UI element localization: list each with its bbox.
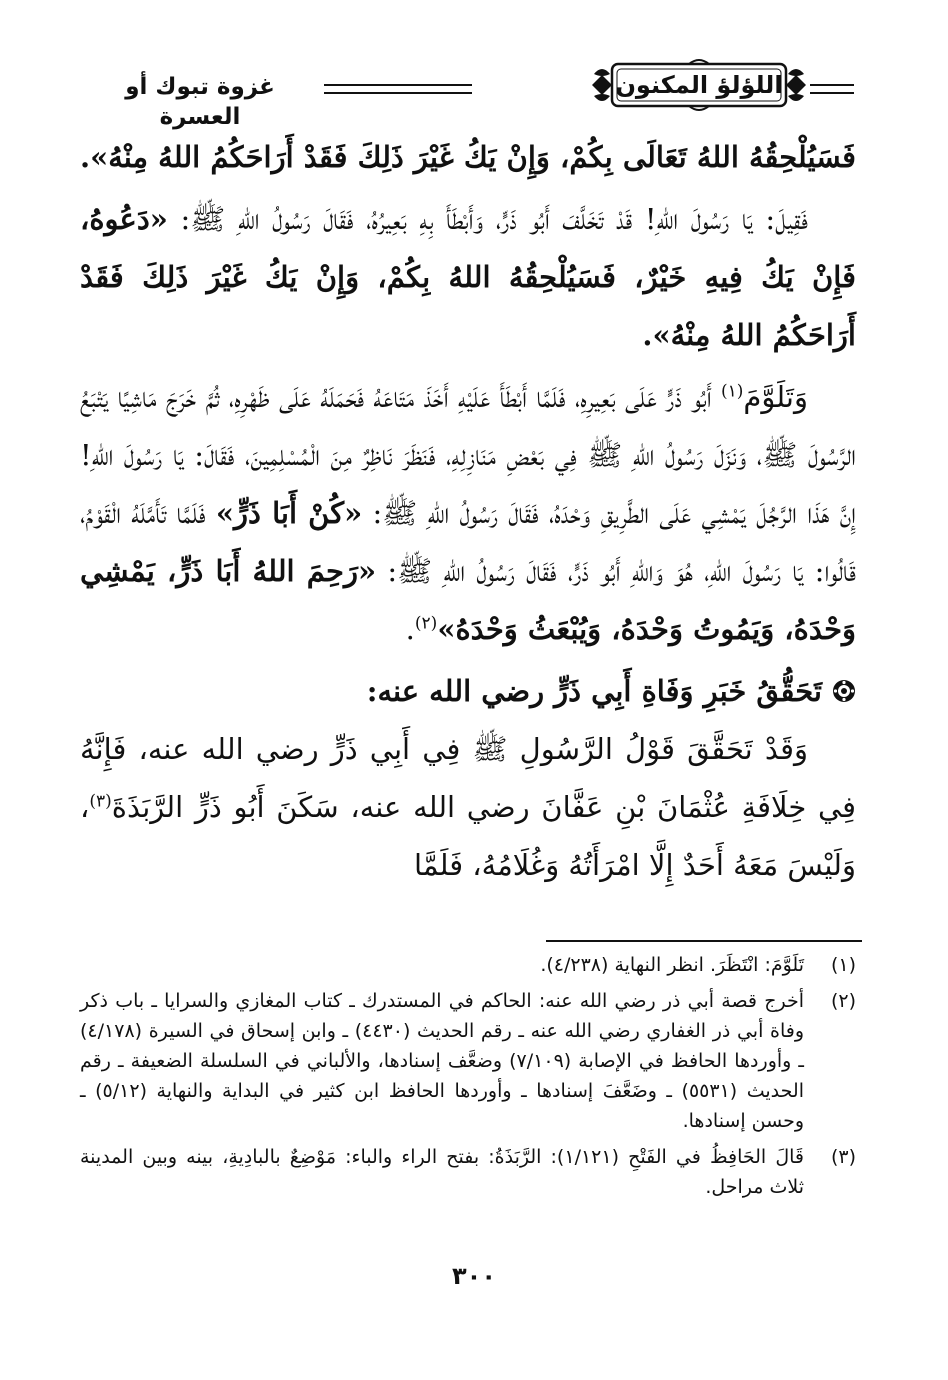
section-heading-text: تَحَقُّقُ خَبَرِ وَفَاةِ أَبِي ذَرٍّ رضي الله عنه: — [366, 674, 822, 708]
paragraph-2-intro: فَقِيلَ: يَا رَسُولَ اللهِ! قَدْ تَخَلَّفَ أَبُو ذَرٍّ، وَأَبْطَأَ بِهِ بَعِيرُهُ، فَقَالَ رَسُولُ اللهِ ﷺ: — [180, 202, 809, 236]
footnotes — [80, 950, 856, 1208]
footnote-ref-2[interactable]: (٢) — [414, 613, 438, 634]
header-rule-left — [324, 84, 472, 94]
hadith-quote-1: «دَعُوهُ، فَإِنْ يَكُ فِيهِ خَيْرٌ، فَسَيُلْحِقُهُ اللهُ بِكُمْ، وَإِنْ يَكُ غَيْرَ ذَلِكَ فَقَدْ أَرَاحَكُمُ اللهُ مِنْهُ». — [80, 202, 856, 352]
paragraph-3-start: وَتَلَوَّمَ — [743, 380, 808, 414]
book-title-cartouche — [590, 56, 808, 114]
paragraph-4-end: ، وَلَيْسَ مَعَهُ أَحَدٌ إِلَّا امْرَأَتُهُ وَغُلَامُهُ، فَلَمَّا — [80, 790, 856, 882]
running-header — [82, 52, 854, 130]
footnote-number: (١) — [830, 954, 856, 976]
paragraph-3-middle: فَلَمَّا تَأَمَّلَهُ الْقَوْمُ، قَالُوا: يَا رَسُولَ اللهِ، هُوَ وَاللهِ أَبُو ذَرٍّ، فَقَالَ رَسُولُ اللهِ ﷺ: — [80, 496, 856, 588]
footnote-text: قَالَ الحَافِظُ في الفَتْحِ (١/١٢١): الرَّبَذَةُ: بفتح الراء والباء: مَوْضِعٌ بالبادِيةِ، بينه وبين المدينة ثلاث مراحل. — [80, 1146, 804, 1198]
footnote-1 — [80, 950, 856, 980]
footnote-number: (٣) — [830, 1146, 856, 1168]
hadith-quote-2: «كُنْ أَبَا ذَرٍّ» — [215, 496, 363, 530]
paragraph-3 — [80, 368, 856, 658]
section-heading — [80, 662, 856, 720]
header-rule-right — [810, 84, 854, 94]
paragraph-3-end: . — [405, 612, 415, 646]
flower-ornament-icon — [832, 679, 856, 703]
paragraph-4-start: وَقَدْ تَحَقَّقَ قَوْلُ الرَّسُولِ ﷺ فِي أَبِي ذَرٍّ رضي الله عنه، فَإِنَّهُ فِي خِلَافَةِ عُثْمَانَ بْنِ عَفَّانَ رضي الله عنه، سَكَنَ أَبُو ذَرٍّ الرَّبَذَةَ — [80, 732, 856, 824]
paragraph-4 — [80, 720, 856, 894]
footnote-number: (٢) — [830, 990, 856, 1012]
footnote-3 — [80, 1142, 856, 1202]
footnote-text: تَلَوَّمَ: انْتَظَرَ. انظر النهاية (٤/٢٣٨). — [540, 954, 804, 976]
paragraph-2 — [80, 190, 856, 364]
hadith-quote-3: «رَحِمَ اللهُ أَبَا ذَرٍّ، يَمْشِي وَحْدَهُ، وَيَمُوتُ وَحْدَهُ، وَيُبْعَثُ وَحْدَهُ» — [80, 554, 856, 646]
paragraph-3-body: أَبُو ذَرٍّ عَلَى بَعِيرِهِ، فَلَمَّا أَبْطَأَ عَلَيْهِ أَخَذَ مَتَاعَهُ فَحَمَلَهُ عَلَى ظَهْرِهِ، ثُمَّ خَرَجَ مَاشِيًا يَتْبَعُ الرَّسُولَ ﷺ، وَنَزَلَ رَسُولُ اللهِ ﷺ فِي بَعْضِ مَنَازِلِهِ، فَنَظَرَ نَاظِرٌ مِنَ الْمُسْلِمِينَ، فَقَالَ: يَا رَسُولَ اللهِ! إِنَّ هَذَا الرَّجُلَ يَمْشِي عَلَى الطَّرِيقِ وَحْدَهُ، فَقَالَ رَسُولُ اللهِ ﷺ: — [80, 380, 856, 530]
book-title: اللؤلؤ المكنون — [615, 71, 783, 99]
paragraph-1: فَسَيُلْحِقُهُ اللهُ تَعَالَى بِكُمْ، وَإِنْ يَكُ غَيْرَ ذَلِكَ فَقَدْ أَرَاحَكُمُ اللهُ مِنْهُ». — [80, 140, 856, 174]
footnote-separator — [546, 940, 862, 942]
footnote-text: أخرج قصة أبي ذر رضي الله عنه: الحاكم في المستدرك ـ كتاب المغازي والسرايا ـ باب ذكر وفاة أبي ذر الغفاري رضي الله عنه ـ رقم الحديث (٤٤٣٠) ـ وابن إسحاق في السيرة (٤/١٧٨) ـ وأوردها الحافظ في الإصابة (٧/١٠٩) وضعَّف إسنادها، والألباني في السلسلة الضعيفة ـ رقم الحديث (٥٥٣١) ـ وضَعَّفَ إسنادها ـ وأوردها الحافظ ابن كثير في البداية والنهاية (٥/١٢) ـ وحسن إسنادها. — [80, 990, 804, 1132]
page-number: ٣٠٠ — [452, 1262, 496, 1290]
chapter-title: غزوة تبوك أو العسرة — [125, 74, 275, 130]
main-text — [80, 128, 856, 894]
footnote-ref-3[interactable]: (٣) — [89, 791, 112, 812]
footnote-ref-1[interactable]: (١) — [720, 381, 744, 402]
footnote-2 — [80, 986, 856, 1136]
